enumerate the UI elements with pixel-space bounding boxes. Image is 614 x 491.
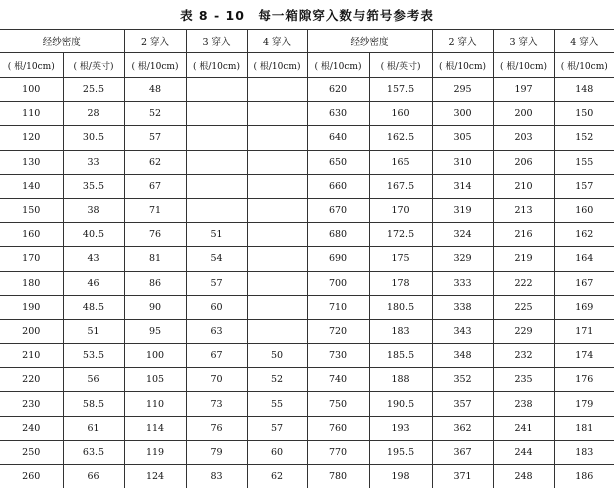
left-density-inch-cell: 28 [63,102,124,126]
right-density-10cm-cell: 760 [307,416,369,440]
header-four-left: 4 穿入 [247,30,307,53]
right-three-pass-cell: 232 [493,344,554,368]
left-four-pass-cell [247,174,307,198]
table-row [0,392,614,416]
right-density-10cm-cell: 710 [307,295,369,319]
right-four-pass-cell: 183 [554,440,614,464]
header-three-left: 3 穿入 [186,30,247,53]
table-row [0,78,614,102]
right-two-pass-cell: 314 [432,174,493,198]
left-two-pass-cell: 62 [124,150,186,174]
left-four-pass-cell [247,150,307,174]
left-density-10cm-cell: 140 [0,174,63,198]
left-four-pass-cell: 50 [247,344,307,368]
reed-reference-table [0,29,614,488]
left-density-10cm-cell: 130 [0,150,63,174]
header-row-groups [0,30,614,53]
header-two-left: 2 穿入 [124,30,186,53]
right-four-pass-cell: 171 [554,319,614,343]
left-three-pass-cell: 76 [186,416,247,440]
right-four-pass-cell: 179 [554,392,614,416]
left-four-pass-cell [247,102,307,126]
left-two-pass-cell: 76 [124,223,186,247]
table-row [0,150,614,174]
left-density-inch-cell: 46 [63,271,124,295]
left-two-pass-cell: 114 [124,416,186,440]
right-four-pass-cell: 164 [554,247,614,271]
left-two-pass-cell: 119 [124,440,186,464]
left-four-pass-cell: 52 [247,368,307,392]
right-two-pass-cell: 333 [432,271,493,295]
right-density-10cm-cell: 690 [307,247,369,271]
left-four-pass-cell [247,319,307,343]
left-density-10cm-cell: 250 [0,440,63,464]
left-three-pass-cell: 67 [186,344,247,368]
right-two-pass-cell: 338 [432,295,493,319]
right-two-pass-cell: 305 [432,126,493,150]
right-density-10cm-cell: 740 [307,368,369,392]
right-density-inch-cell: 178 [369,271,432,295]
right-density-inch-cell: 160 [369,102,432,126]
left-density-10cm-cell: 160 [0,223,63,247]
table-row [0,223,614,247]
left-three-pass-cell: 73 [186,392,247,416]
right-two-pass-cell: 357 [432,392,493,416]
right-density-inch-cell: 172.5 [369,223,432,247]
left-three-pass-cell [186,150,247,174]
right-two-pass-cell: 371 [432,465,493,489]
right-three-pass-cell: 238 [493,392,554,416]
left-density-inch-cell: 56 [63,368,124,392]
unit-per10cm-header: ( 根/10cm) [186,53,247,78]
right-density-inch-cell: 165 [369,150,432,174]
right-two-pass-cell: 362 [432,416,493,440]
left-three-pass-cell [186,198,247,222]
right-density-10cm-cell: 730 [307,344,369,368]
left-density-10cm-cell: 190 [0,295,63,319]
left-two-pass-cell: 90 [124,295,186,319]
right-density-inch-cell: 193 [369,416,432,440]
header-two-right: 2 穿入 [432,30,493,53]
right-density-inch-cell: 170 [369,198,432,222]
unit-per10cm-header: ( 根/10cm) [0,53,63,78]
left-two-pass-cell: 52 [124,102,186,126]
right-three-pass-cell: 210 [493,174,554,198]
right-four-pass-cell: 150 [554,102,614,126]
right-density-10cm-cell: 670 [307,198,369,222]
right-density-10cm-cell: 720 [307,319,369,343]
left-three-pass-cell: 57 [186,271,247,295]
left-density-inch-cell: 33 [63,150,124,174]
right-density-10cm-cell: 780 [307,465,369,489]
left-four-pass-cell: 57 [247,416,307,440]
right-four-pass-cell: 181 [554,416,614,440]
right-three-pass-cell: 200 [493,102,554,126]
right-four-pass-cell: 176 [554,368,614,392]
left-two-pass-cell: 95 [124,319,186,343]
right-two-pass-cell: 300 [432,102,493,126]
left-three-pass-cell: 54 [186,247,247,271]
right-density-10cm-cell: 620 [307,78,369,102]
right-four-pass-cell: 155 [554,150,614,174]
left-four-pass-cell [247,78,307,102]
unit-per10cm-header: ( 根/10cm) [554,53,614,78]
left-density-inch-cell: 35.5 [63,174,124,198]
right-four-pass-cell: 148 [554,78,614,102]
right-density-10cm-cell: 680 [307,223,369,247]
left-four-pass-cell [247,247,307,271]
right-three-pass-cell: 235 [493,368,554,392]
left-four-pass-cell [247,271,307,295]
table-row [0,247,614,271]
left-four-pass-cell [247,198,307,222]
table-title: 表 8 - 10 每一箱隙穿入数与筘号参考表 [180,8,434,23]
header-three-right: 3 穿入 [493,30,554,53]
unit-perinch-header: ( 根/英寸) [369,53,432,78]
header-four-right: 4 穿入 [554,30,614,53]
unit-per10cm-header: ( 根/10cm) [124,53,186,78]
left-four-pass-cell [247,126,307,150]
right-two-pass-cell: 319 [432,198,493,222]
right-three-pass-cell: 241 [493,416,554,440]
left-four-pass-cell [247,295,307,319]
table-row [0,344,614,368]
left-four-pass-cell: 55 [247,392,307,416]
table-row [0,198,614,222]
left-density-10cm-cell: 210 [0,344,63,368]
right-density-inch-cell: 183 [369,319,432,343]
left-density-inch-cell: 51 [63,319,124,343]
table-row [0,416,614,440]
left-three-pass-cell: 63 [186,319,247,343]
right-four-pass-cell: 157 [554,174,614,198]
right-density-inch-cell: 188 [369,368,432,392]
table-body [0,78,614,489]
left-density-inch-cell: 53.5 [63,344,124,368]
unit-per10cm-header: ( 根/10cm) [247,53,307,78]
unit-per10cm-header: ( 根/10cm) [493,53,554,78]
table-row [0,440,614,464]
right-density-inch-cell: 190.5 [369,392,432,416]
right-density-inch-cell: 180.5 [369,295,432,319]
header-row-units [0,53,614,78]
left-two-pass-cell: 100 [124,344,186,368]
right-three-pass-cell: 203 [493,126,554,150]
right-density-10cm-cell: 630 [307,102,369,126]
left-density-10cm-cell: 240 [0,416,63,440]
left-density-inch-cell: 30.5 [63,126,124,150]
left-two-pass-cell: 67 [124,174,186,198]
right-two-pass-cell: 343 [432,319,493,343]
table-row [0,319,614,343]
table-row [0,465,614,489]
header-density-left: 经纱密度 [0,30,124,53]
left-three-pass-cell [186,126,247,150]
right-four-pass-cell: 167 [554,271,614,295]
right-density-10cm-cell: 660 [307,174,369,198]
table-row [0,368,614,392]
right-density-10cm-cell: 640 [307,126,369,150]
left-three-pass-cell: 79 [186,440,247,464]
left-density-inch-cell: 25.5 [63,78,124,102]
right-three-pass-cell: 225 [493,295,554,319]
left-two-pass-cell: 81 [124,247,186,271]
left-two-pass-cell: 86 [124,271,186,295]
left-two-pass-cell: 105 [124,368,186,392]
left-two-pass-cell: 124 [124,465,186,489]
right-three-pass-cell: 213 [493,198,554,222]
right-two-pass-cell: 348 [432,344,493,368]
left-three-pass-cell: 83 [186,465,247,489]
right-density-inch-cell: 175 [369,247,432,271]
left-two-pass-cell: 57 [124,126,186,150]
left-density-inch-cell: 38 [63,198,124,222]
left-density-10cm-cell: 110 [0,102,63,126]
right-four-pass-cell: 186 [554,465,614,489]
right-three-pass-cell: 248 [493,465,554,489]
right-two-pass-cell: 352 [432,368,493,392]
left-three-pass-cell [186,102,247,126]
right-three-pass-cell: 197 [493,78,554,102]
right-four-pass-cell: 160 [554,198,614,222]
right-three-pass-cell: 222 [493,271,554,295]
table-row [0,271,614,295]
left-density-inch-cell: 40.5 [63,223,124,247]
header-density-right: 经纱密度 [307,30,432,53]
right-density-10cm-cell: 700 [307,271,369,295]
table-row [0,295,614,319]
unit-perinch-header: ( 根/英寸) [63,53,124,78]
right-two-pass-cell: 295 [432,78,493,102]
right-three-pass-cell: 244 [493,440,554,464]
left-density-10cm-cell: 230 [0,392,63,416]
right-density-10cm-cell: 750 [307,392,369,416]
right-four-pass-cell: 174 [554,344,614,368]
right-density-10cm-cell: 770 [307,440,369,464]
right-three-pass-cell: 229 [493,319,554,343]
right-two-pass-cell: 329 [432,247,493,271]
right-density-inch-cell: 195.5 [369,440,432,464]
left-density-10cm-cell: 100 [0,78,63,102]
table-row [0,174,614,198]
left-density-10cm-cell: 120 [0,126,63,150]
right-density-inch-cell: 162.5 [369,126,432,150]
left-two-pass-cell: 71 [124,198,186,222]
right-density-inch-cell: 157.5 [369,78,432,102]
left-density-10cm-cell: 150 [0,198,63,222]
left-density-inch-cell: 58.5 [63,392,124,416]
right-two-pass-cell: 310 [432,150,493,174]
right-four-pass-cell: 162 [554,223,614,247]
right-two-pass-cell: 367 [432,440,493,464]
left-density-10cm-cell: 170 [0,247,63,271]
left-density-inch-cell: 43 [63,247,124,271]
left-density-inch-cell: 63.5 [63,440,124,464]
right-three-pass-cell: 219 [493,247,554,271]
left-four-pass-cell: 60 [247,440,307,464]
right-density-inch-cell: 198 [369,465,432,489]
left-three-pass-cell: 60 [186,295,247,319]
right-density-inch-cell: 185.5 [369,344,432,368]
right-three-pass-cell: 206 [493,150,554,174]
left-density-inch-cell: 66 [63,465,124,489]
left-four-pass-cell: 62 [247,465,307,489]
left-density-10cm-cell: 200 [0,319,63,343]
table-row [0,102,614,126]
table-row [0,126,614,150]
right-two-pass-cell: 324 [432,223,493,247]
left-three-pass-cell [186,78,247,102]
left-density-10cm-cell: 180 [0,271,63,295]
left-three-pass-cell: 70 [186,368,247,392]
left-density-inch-cell: 48.5 [63,295,124,319]
left-density-10cm-cell: 260 [0,465,63,489]
right-four-pass-cell: 169 [554,295,614,319]
left-four-pass-cell [247,223,307,247]
left-two-pass-cell: 110 [124,392,186,416]
left-density-10cm-cell: 220 [0,368,63,392]
unit-per10cm-header: ( 根/10cm) [307,53,369,78]
left-two-pass-cell: 48 [124,78,186,102]
right-density-inch-cell: 167.5 [369,174,432,198]
right-four-pass-cell: 152 [554,126,614,150]
left-three-pass-cell: 51 [186,223,247,247]
right-density-10cm-cell: 650 [307,150,369,174]
left-three-pass-cell [186,174,247,198]
unit-per10cm-header: ( 根/10cm) [432,53,493,78]
left-density-inch-cell: 61 [63,416,124,440]
right-three-pass-cell: 216 [493,223,554,247]
